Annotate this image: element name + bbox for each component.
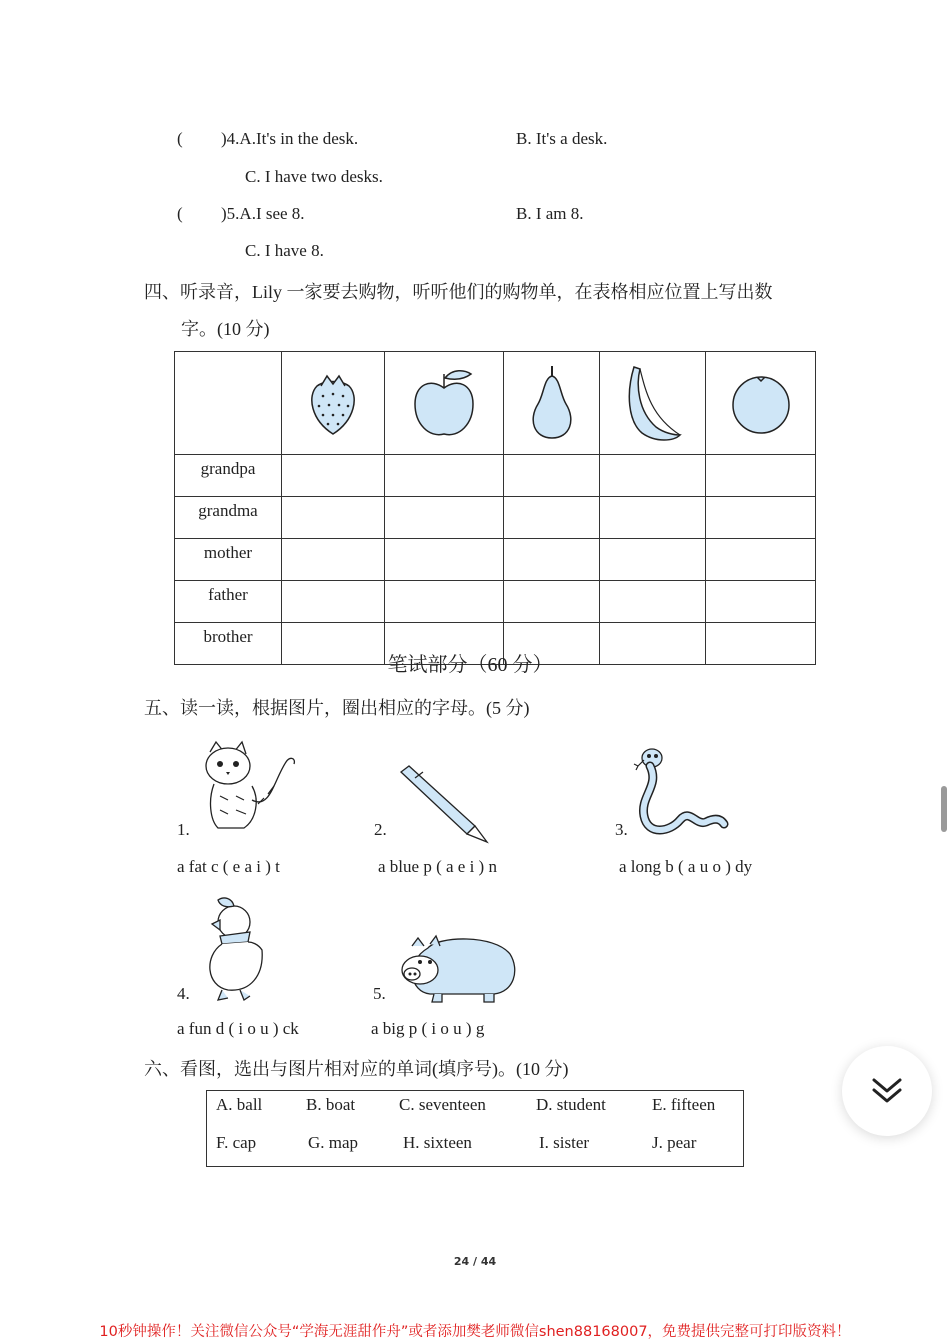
q5-option-a: )5.A.I see 8. (221, 204, 305, 223)
cat-icon (200, 740, 300, 836)
answer-cell (282, 455, 385, 497)
promo-footer: 10秒钟操作！关注微信公众号“学海无涯甜作舟”或者添加樊老师微信shen88168007，免费提供完整可打印版资料！ (99, 1324, 851, 1340)
word-option: A. ball (216, 1095, 263, 1114)
word-options-box (206, 1090, 744, 1167)
shopping-table (174, 351, 816, 665)
word-option: D. student (536, 1095, 606, 1114)
row-label: grandpa (175, 455, 282, 497)
section-4-title: 四、听录音，Lily 一家要去购物，听听他们的购物单，在表格相应位置上写出数 (144, 282, 773, 302)
section-4-title-cont: 字。(10 分) (181, 319, 270, 339)
item-text: a fat c ( e a i ) t (177, 857, 280, 876)
table-row (175, 497, 816, 539)
pear-icon (504, 352, 600, 455)
apple-icon (384, 352, 504, 455)
answer-cell (282, 497, 385, 539)
table-row (175, 581, 816, 623)
banana-icon (600, 352, 706, 455)
item-text: a fun d ( i o u ) ck (177, 1019, 299, 1038)
word-option: F. cap (216, 1133, 257, 1152)
q4-option-a: )4.A.It's in the desk. (221, 129, 359, 148)
answer-cell (384, 455, 504, 497)
answer-cell (384, 581, 504, 623)
duck-icon (198, 896, 272, 1004)
row-label: grandma (175, 497, 282, 539)
answer-cell (600, 539, 706, 581)
word-option: I. sister (539, 1133, 590, 1152)
table-row (175, 539, 816, 581)
row-label: father (175, 581, 282, 623)
answer-cell (706, 539, 816, 581)
word-option: C. seventeen (399, 1095, 486, 1114)
section-5-title: 五、读一读，根据图片，圈出相应的字母。(5 分) (144, 698, 530, 718)
word-option: E. fifteen (652, 1095, 716, 1114)
answer-cell (600, 581, 706, 623)
answer-paren: ( (177, 129, 183, 148)
answer-cell (600, 455, 706, 497)
orange-icon (706, 352, 816, 455)
item-number: 2. (374, 820, 387, 839)
table-corner-cell (175, 352, 282, 455)
q4-option-b: B. It's a desk. (516, 129, 608, 148)
pen-icon (395, 764, 491, 844)
q5-option-c: C. I have 8. (245, 241, 324, 260)
item-number: 3. (615, 820, 628, 839)
item-number: 5. (373, 984, 386, 1003)
answer-cell (384, 539, 504, 581)
answer-cell (706, 581, 816, 623)
word-option: B. boat (306, 1095, 356, 1114)
table-row (175, 455, 816, 497)
section-6-title: 六、看图，选出与图片相对应的单词(填序号)。(10 分) (144, 1059, 569, 1079)
answer-cell (282, 581, 385, 623)
answer-cell (282, 539, 385, 581)
answer-cell (706, 455, 816, 497)
answer-paren: ( (177, 204, 183, 223)
row-label: mother (175, 539, 282, 581)
answer-cell (504, 539, 600, 581)
scroll-down-button[interactable] (842, 1046, 932, 1136)
scrollbar-thumb[interactable] (941, 786, 947, 832)
answer-cell (600, 497, 706, 539)
word-option: J. pear (652, 1133, 697, 1152)
pig-icon (398, 932, 520, 1004)
item-text: a blue p ( a e i ) n (378, 857, 497, 876)
item-text: a big p ( i o u ) g (371, 1019, 485, 1038)
q5-option-b: B. I am 8. (516, 204, 584, 223)
strawberry-icon (282, 352, 385, 455)
word-option: H. sixteen (403, 1133, 472, 1152)
answer-cell (384, 497, 504, 539)
written-part-title: 笔试部分（60 分） (387, 654, 553, 676)
answer-cell (504, 581, 600, 623)
item-number: 4. (177, 984, 190, 1003)
item-number: 1. (177, 820, 190, 839)
row-label: brother (175, 623, 282, 665)
snake-icon (630, 746, 730, 842)
answer-cell (504, 455, 600, 497)
word-option: G. map (308, 1133, 359, 1152)
q4-option-c: C. I have two desks. (245, 167, 383, 186)
answer-cell (706, 497, 816, 539)
answer-cell (504, 497, 600, 539)
item-text: a long b ( a u o ) dy (619, 857, 753, 876)
page-indicator: 24 / 44 (453, 1255, 497, 1268)
double-chevron-down-icon (870, 1076, 904, 1106)
